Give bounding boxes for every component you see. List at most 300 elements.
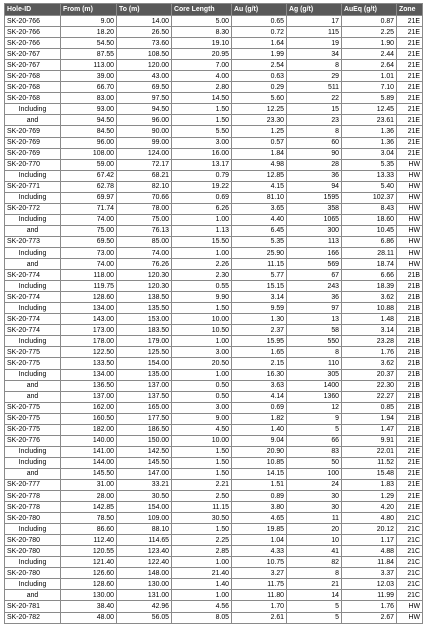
table-row xyxy=(5,590,423,601)
aueq-cell: 18.39 xyxy=(342,281,397,292)
table-row xyxy=(5,524,423,535)
to-cell: 74.00 xyxy=(117,247,172,258)
header-aueq: AuEq (g/t) xyxy=(342,4,397,16)
from-cell: 160.50 xyxy=(61,413,117,424)
from-cell: 39.00 xyxy=(61,71,117,82)
assay-results-table-container xyxy=(4,3,423,624)
table-row xyxy=(5,579,423,590)
hole-id-cell: SK-20-768 xyxy=(5,93,61,104)
aueq-cell: 12.03 xyxy=(342,579,397,590)
aueq-cell: 20.37 xyxy=(342,369,397,380)
to-cell: 109.00 xyxy=(117,513,172,524)
hole-id-cell: SK-20-774 xyxy=(5,270,61,281)
to-cell: 120.30 xyxy=(117,270,172,281)
zone-cell: 21B xyxy=(397,336,423,347)
core-length-cell: 1.00 xyxy=(172,590,232,601)
table-row xyxy=(5,71,423,82)
table-row xyxy=(5,170,423,181)
core-length-cell: 2.85 xyxy=(172,546,232,557)
to-cell: 108.50 xyxy=(117,49,172,60)
au-cell: 1.82 xyxy=(232,413,287,424)
table-row xyxy=(5,303,423,314)
table-row xyxy=(5,93,423,104)
to-cell: 131.00 xyxy=(117,590,172,601)
table-row xyxy=(5,236,423,247)
aueq-cell: 1.76 xyxy=(342,601,397,612)
core-length-cell: 3.00 xyxy=(172,402,232,413)
aueq-cell: 18.60 xyxy=(342,214,397,225)
from-cell: 113.00 xyxy=(61,60,117,71)
table-row xyxy=(5,137,423,148)
core-length-cell: 1.50 xyxy=(172,115,232,126)
ag-cell: 115 xyxy=(287,27,342,38)
zone-cell: HW xyxy=(397,203,423,214)
hole-id-cell: Including xyxy=(5,557,61,568)
au-cell: 16.30 xyxy=(232,369,287,380)
ag-cell: 511 xyxy=(287,82,342,93)
to-cell: 82.10 xyxy=(117,181,172,192)
core-length-cell: 1.00 xyxy=(172,336,232,347)
hole-id-cell: SK-20-778 xyxy=(5,491,61,502)
to-cell: 123.40 xyxy=(117,546,172,557)
to-cell: 56.05 xyxy=(117,612,172,623)
table-row xyxy=(5,247,423,258)
zone-cell: 21E xyxy=(397,27,423,38)
core-length-cell: 10.00 xyxy=(172,314,232,325)
table-row xyxy=(5,391,423,402)
core-length-cell: 3.00 xyxy=(172,347,232,358)
aueq-cell: 0.87 xyxy=(342,16,397,27)
table-row xyxy=(5,413,423,424)
to-cell: 154.00 xyxy=(117,502,172,513)
hole-id-cell: SK-20-767 xyxy=(5,60,61,71)
ag-cell: 5 xyxy=(287,424,342,435)
hole-id-cell: SK-20-774 xyxy=(5,314,61,325)
assay-results-table xyxy=(4,3,423,624)
aueq-cell: 5.35 xyxy=(342,159,397,170)
core-length-cell: 9.00 xyxy=(172,413,232,424)
au-cell: 12.85 xyxy=(232,170,287,181)
to-cell: 125.50 xyxy=(117,347,172,358)
zone-cell: 21E xyxy=(397,126,423,137)
hole-id-cell: Including xyxy=(5,524,61,535)
table-row xyxy=(5,380,423,391)
table-row xyxy=(5,402,423,413)
zone-cell: 21B xyxy=(397,347,423,358)
ag-cell: 300 xyxy=(287,225,342,236)
zone-cell: HW xyxy=(397,192,423,203)
to-cell: 135.50 xyxy=(117,303,172,314)
core-length-cell: 9.90 xyxy=(172,292,232,303)
ag-cell: 82 xyxy=(287,557,342,568)
hole-id-cell: SK-20-766 xyxy=(5,16,61,27)
au-cell: 3.80 xyxy=(232,502,287,513)
au-cell: 3.65 xyxy=(232,203,287,214)
table-row xyxy=(5,479,423,490)
core-length-cell: 11.15 xyxy=(172,502,232,513)
au-cell: 4.14 xyxy=(232,391,287,402)
hole-id-cell: SK-20-767 xyxy=(5,49,61,60)
aueq-cell: 20.12 xyxy=(342,524,397,535)
from-cell: 162.00 xyxy=(61,402,117,413)
core-length-cell: 2.26 xyxy=(172,259,232,270)
ag-cell: 8 xyxy=(287,60,342,71)
ag-cell: 30 xyxy=(287,491,342,502)
aueq-cell: 22.30 xyxy=(342,380,397,391)
from-cell: 38.40 xyxy=(61,601,117,612)
core-length-cell: 1.40 xyxy=(172,579,232,590)
ag-cell: 90 xyxy=(287,148,342,159)
core-length-cell: 0.50 xyxy=(172,391,232,402)
zone-cell: 21E xyxy=(397,491,423,502)
ag-cell: 36 xyxy=(287,292,342,303)
aueq-cell: 2.25 xyxy=(342,27,397,38)
core-length-cell: 0.50 xyxy=(172,380,232,391)
au-cell: 11.15 xyxy=(232,259,287,270)
core-length-cell: 1.50 xyxy=(172,468,232,479)
ag-cell: 8 xyxy=(287,347,342,358)
from-cell: 75.00 xyxy=(61,225,117,236)
table-row xyxy=(5,546,423,557)
aueq-cell: 3.04 xyxy=(342,148,397,159)
aueq-cell: 5.40 xyxy=(342,181,397,192)
table-body xyxy=(5,16,423,624)
header-to: To (m) xyxy=(117,4,172,16)
from-cell: 122.50 xyxy=(61,347,117,358)
aueq-cell: 6.66 xyxy=(342,270,397,281)
core-length-cell: 1.00 xyxy=(172,214,232,225)
ag-cell: 1400 xyxy=(287,380,342,391)
hole-id-cell: SK-20-775 xyxy=(5,424,61,435)
zone-cell: 21B xyxy=(397,402,423,413)
core-length-cell: 19.22 xyxy=(172,181,232,192)
core-length-cell: 1.00 xyxy=(172,369,232,380)
au-cell: 3.27 xyxy=(232,568,287,579)
from-cell: 93.00 xyxy=(61,104,117,115)
ag-cell: 166 xyxy=(287,247,342,258)
ag-cell: 67 xyxy=(287,270,342,281)
au-cell: 1.40 xyxy=(232,424,287,435)
hole-id-cell: Including xyxy=(5,192,61,203)
au-cell: 1.51 xyxy=(232,479,287,490)
hole-id-cell: SK-20-769 xyxy=(5,137,61,148)
zone-cell: 21E xyxy=(397,82,423,93)
ag-cell: 5 xyxy=(287,601,342,612)
zone-cell: 21E xyxy=(397,49,423,60)
zone-cell: HW xyxy=(397,259,423,270)
aueq-cell: 1.94 xyxy=(342,413,397,424)
aueq-cell: 1.36 xyxy=(342,126,397,137)
hole-id-cell: SK-20-774 xyxy=(5,292,61,303)
to-cell: 97.50 xyxy=(117,93,172,104)
table-row xyxy=(5,281,423,292)
hole-id-cell: and xyxy=(5,380,61,391)
zone-cell: 21C xyxy=(397,590,423,601)
table-row xyxy=(5,446,423,457)
table-row xyxy=(5,468,423,479)
au-cell: 1.64 xyxy=(232,38,287,49)
ag-cell: 1360 xyxy=(287,391,342,402)
zone-cell: 21E xyxy=(397,435,423,446)
aueq-cell: 23.61 xyxy=(342,115,397,126)
ag-cell: 1065 xyxy=(287,214,342,225)
aueq-cell: 3.62 xyxy=(342,292,397,303)
core-length-cell: 19.10 xyxy=(172,38,232,49)
table-header-row xyxy=(5,4,423,16)
au-cell: 11.75 xyxy=(232,579,287,590)
table-row xyxy=(5,115,423,126)
table-row xyxy=(5,325,423,336)
ag-cell: 66 xyxy=(287,435,342,446)
core-length-cell: 16.00 xyxy=(172,148,232,159)
to-cell: 153.00 xyxy=(117,314,172,325)
au-cell: 2.54 xyxy=(232,60,287,71)
from-cell: 54.50 xyxy=(61,38,117,49)
zone-cell: 21E xyxy=(397,479,423,490)
ag-cell: 34 xyxy=(287,49,342,60)
to-cell: 90.00 xyxy=(117,126,172,137)
hole-id-cell: Including xyxy=(5,104,61,115)
to-cell: 165.00 xyxy=(117,402,172,413)
zone-cell: 21C xyxy=(397,546,423,557)
table-row xyxy=(5,568,423,579)
header-hole-id: Hole-ID xyxy=(5,4,61,16)
hole-id-cell: SK-20-781 xyxy=(5,601,61,612)
ag-cell: 17 xyxy=(287,16,342,27)
aueq-cell: 1.90 xyxy=(342,38,397,49)
au-cell: 6.45 xyxy=(232,225,287,236)
zone-cell: 21B xyxy=(397,424,423,435)
core-length-cell: 1.00 xyxy=(172,557,232,568)
to-cell: 179.00 xyxy=(117,336,172,347)
au-cell: 20.90 xyxy=(232,446,287,457)
from-cell: 118.00 xyxy=(61,270,117,281)
aueq-cell: 22.27 xyxy=(342,391,397,402)
core-length-cell: 2.25 xyxy=(172,535,232,546)
ag-cell: 569 xyxy=(287,259,342,270)
au-cell: 1.65 xyxy=(232,347,287,358)
zone-cell: 21E xyxy=(397,115,423,126)
aueq-cell: 2.44 xyxy=(342,49,397,60)
from-cell: 9.00 xyxy=(61,16,117,27)
hole-id-cell: SK-20-780 xyxy=(5,535,61,546)
core-length-cell: 5.50 xyxy=(172,126,232,137)
to-cell: 75.00 xyxy=(117,214,172,225)
ag-cell: 60 xyxy=(287,137,342,148)
core-length-cell: 1.13 xyxy=(172,225,232,236)
to-cell: 43.00 xyxy=(117,71,172,82)
hole-id-cell: and xyxy=(5,391,61,402)
aueq-cell: 1.36 xyxy=(342,137,397,148)
table-row xyxy=(5,491,423,502)
core-length-cell: 10.50 xyxy=(172,325,232,336)
from-cell: 83.00 xyxy=(61,93,117,104)
au-cell: 5.77 xyxy=(232,270,287,281)
zone-cell: 21C xyxy=(397,568,423,579)
core-length-cell: 20.95 xyxy=(172,49,232,60)
core-length-cell: 1.50 xyxy=(172,303,232,314)
au-cell: 1.04 xyxy=(232,535,287,546)
table-row xyxy=(5,369,423,380)
ag-cell: 305 xyxy=(287,369,342,380)
core-length-cell: 15.50 xyxy=(172,236,232,247)
aueq-cell: 4.20 xyxy=(342,502,397,513)
aueq-cell: 3.37 xyxy=(342,568,397,579)
to-cell: 183.50 xyxy=(117,325,172,336)
from-cell: 134.00 xyxy=(61,303,117,314)
from-cell: 86.60 xyxy=(61,524,117,535)
zone-cell: 21C xyxy=(397,524,423,535)
zone-cell: HW xyxy=(397,159,423,170)
from-cell: 145.50 xyxy=(61,468,117,479)
table-row xyxy=(5,502,423,513)
to-cell: 186.50 xyxy=(117,424,172,435)
zone-cell: 21E xyxy=(397,502,423,513)
from-cell: 73.00 xyxy=(61,247,117,258)
aueq-cell: 12.45 xyxy=(342,104,397,115)
zone-cell: 21C xyxy=(397,579,423,590)
hole-id-cell: SK-20-775 xyxy=(5,402,61,413)
zone-cell: HW xyxy=(397,225,423,236)
aueq-cell: 5.89 xyxy=(342,93,397,104)
au-cell: 1.70 xyxy=(232,601,287,612)
core-length-cell: 1.50 xyxy=(172,446,232,457)
from-cell: 178.00 xyxy=(61,336,117,347)
au-cell: 81.10 xyxy=(232,192,287,203)
from-cell: 69.97 xyxy=(61,192,117,203)
ag-cell: 12 xyxy=(287,402,342,413)
zone-cell: 21C xyxy=(397,557,423,568)
au-cell: 2.15 xyxy=(232,358,287,369)
zone-cell: HW xyxy=(397,170,423,181)
table-row xyxy=(5,159,423,170)
to-cell: 94.50 xyxy=(117,104,172,115)
hole-id-cell: SK-20-773 xyxy=(5,236,61,247)
au-cell: 0.63 xyxy=(232,71,287,82)
to-cell: 120.00 xyxy=(117,60,172,71)
aueq-cell: 28.11 xyxy=(342,247,397,258)
zone-cell: 21B xyxy=(397,281,423,292)
ag-cell: 100 xyxy=(287,468,342,479)
au-cell: 9.04 xyxy=(232,435,287,446)
zone-cell: 21B xyxy=(397,325,423,336)
aueq-cell: 4.88 xyxy=(342,546,397,557)
table-row xyxy=(5,347,423,358)
au-cell: 0.89 xyxy=(232,491,287,502)
table-row xyxy=(5,214,423,225)
au-cell: 5.60 xyxy=(232,93,287,104)
au-cell: 11.80 xyxy=(232,590,287,601)
ag-cell: 110 xyxy=(287,358,342,369)
from-cell: 94.50 xyxy=(61,115,117,126)
ag-cell: 30 xyxy=(287,502,342,513)
table-row xyxy=(5,104,423,115)
core-length-cell: 1.50 xyxy=(172,524,232,535)
table-row xyxy=(5,49,423,60)
ag-cell: 58 xyxy=(287,325,342,336)
zone-cell: 21E xyxy=(397,93,423,104)
ag-cell: 50 xyxy=(287,457,342,468)
table-row xyxy=(5,16,423,27)
table-row xyxy=(5,192,423,203)
to-cell: 69.50 xyxy=(117,82,172,93)
from-cell: 137.00 xyxy=(61,391,117,402)
hole-id-cell: Including xyxy=(5,170,61,181)
core-length-cell: 8.05 xyxy=(172,612,232,623)
table-row xyxy=(5,148,423,159)
hole-id-cell: SK-20-766 xyxy=(5,38,61,49)
ag-cell: 23 xyxy=(287,115,342,126)
from-cell: 87.55 xyxy=(61,49,117,60)
from-cell: 112.40 xyxy=(61,535,117,546)
hole-id-cell: Including xyxy=(5,446,61,457)
to-cell: 147.00 xyxy=(117,468,172,479)
to-cell: 30.50 xyxy=(117,491,172,502)
ag-cell: 550 xyxy=(287,336,342,347)
aueq-cell: 10.88 xyxy=(342,303,397,314)
core-length-cell: 1.50 xyxy=(172,457,232,468)
hole-id-cell: and xyxy=(5,115,61,126)
au-cell: 15.95 xyxy=(232,336,287,347)
to-cell: 150.00 xyxy=(117,435,172,446)
ag-cell: 97 xyxy=(287,303,342,314)
to-cell: 73.60 xyxy=(117,38,172,49)
hole-id-cell: SK-20-778 xyxy=(5,502,61,513)
core-length-cell: 30.50 xyxy=(172,513,232,524)
zone-cell: 21E xyxy=(397,104,423,115)
au-cell: 1.25 xyxy=(232,126,287,137)
table-row xyxy=(5,82,423,93)
aueq-cell: 15.48 xyxy=(342,468,397,479)
from-cell: 134.00 xyxy=(61,369,117,380)
zone-cell: 21E xyxy=(397,457,423,468)
aueq-cell: 22.01 xyxy=(342,446,397,457)
zone-cell: 21B xyxy=(397,391,423,402)
to-cell: 88.10 xyxy=(117,524,172,535)
core-length-cell: 4.50 xyxy=(172,424,232,435)
zone-cell: 21E xyxy=(397,16,423,27)
zone-cell: 21B xyxy=(397,413,423,424)
au-cell: 25.90 xyxy=(232,247,287,258)
hole-id-cell: Including xyxy=(5,281,61,292)
zone-cell: 21C xyxy=(397,513,423,524)
table-row xyxy=(5,435,423,446)
ag-cell: 8 xyxy=(287,126,342,137)
au-cell: 0.69 xyxy=(232,402,287,413)
header-zone: Zone xyxy=(397,4,423,16)
to-cell: 145.50 xyxy=(117,457,172,468)
aueq-cell: 2.67 xyxy=(342,612,397,623)
core-length-cell: 3.00 xyxy=(172,137,232,148)
ag-cell: 14 xyxy=(287,590,342,601)
hole-id-cell: SK-20-780 xyxy=(5,546,61,557)
header-ag: Ag (g/t) xyxy=(287,4,342,16)
hole-id-cell: SK-20-768 xyxy=(5,82,61,93)
aueq-cell: 11.84 xyxy=(342,557,397,568)
core-length-cell: 0.79 xyxy=(172,170,232,181)
ag-cell: 5 xyxy=(287,612,342,623)
table-row xyxy=(5,557,423,568)
au-cell: 5.35 xyxy=(232,236,287,247)
hole-id-cell: SK-20-774 xyxy=(5,325,61,336)
au-cell: 12.25 xyxy=(232,104,287,115)
from-cell: 69.50 xyxy=(61,236,117,247)
table-row xyxy=(5,203,423,214)
to-cell: 138.50 xyxy=(117,292,172,303)
au-cell: 0.72 xyxy=(232,27,287,38)
ag-cell: 8 xyxy=(287,568,342,579)
from-cell: 142.85 xyxy=(61,502,117,513)
